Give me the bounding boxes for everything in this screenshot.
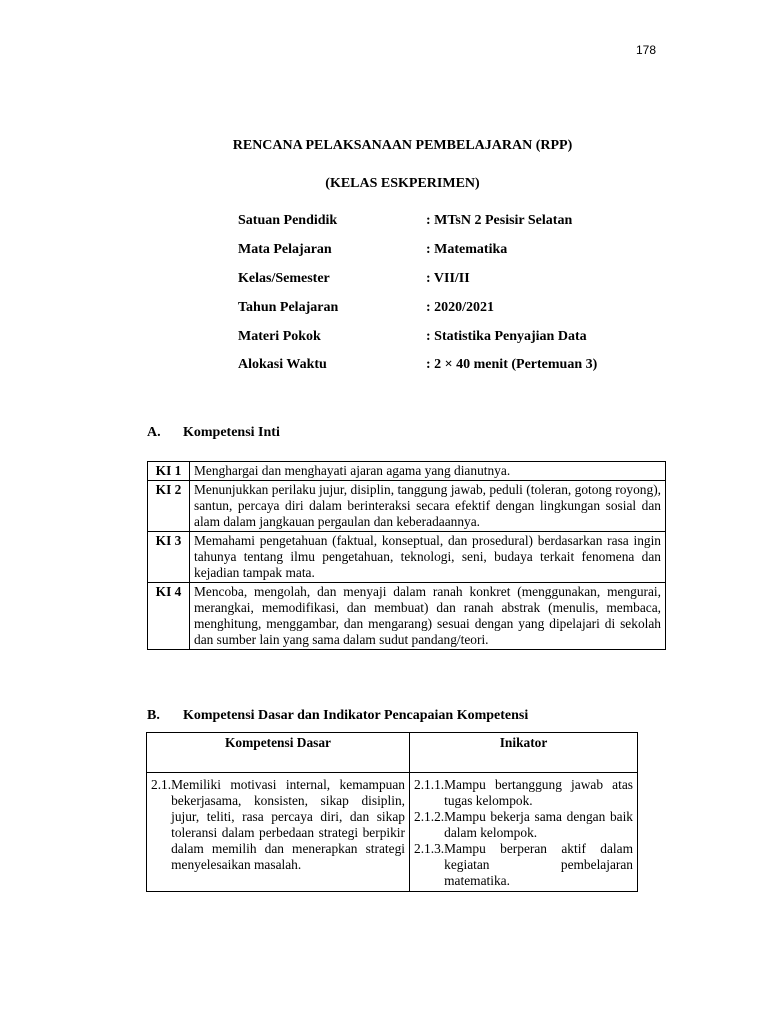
indikator-text: Mampu bekerja sama dengan baik dalam kelompok. [444, 809, 633, 840]
ki-description: Menunjukkan perilaku jujur, disiplin, tanggung jawab, peduli (toleran, gotong royong), santun, percaya diri dalam berinteraksi secara efektif dengan lingkungan sosial dan alam dalam jangkauan pergaulan dan keberadaannya. [190, 481, 666, 532]
ki-code: KI 3 [148, 532, 190, 583]
ki-code: KI 4 [148, 583, 190, 650]
ki-description: Mencoba, mengolah, dan menyaji dalam ranah konkret (menggunakan, mengurai, merangkai, memodifikasi, dan membuat) dan ranah abstrak (menulis, membaca, menghitung, menggambar, dan mengarang) sesuai dengan yang dipelajari di sekolah dan sumber lain yang sama dalam sudut pandang/teori. [190, 583, 666, 650]
ki-description: Menghargai dan menghayati ajaran agama yang dianutnya. [190, 462, 666, 481]
section-title: Kompetensi Dasar dan Indikator Pencapaian Kompetensi [183, 708, 529, 723]
table-row [147, 773, 638, 892]
info-value: : 2020/2021 [426, 300, 495, 315]
info-value: : MTsN 2 Pesisir Selatan [426, 213, 573, 228]
ki-description: Memahami pengetahuan (faktual, konseptual, dan prosedural) berdasarkan rasa ingin tahunya tentang ilmu pengetahuan, teknologi, seni, budaya terkait fenomena dan kejadian tampak mata. [190, 532, 666, 583]
info-value: : VII/II [426, 271, 470, 286]
ki-code: KI 1 [148, 462, 190, 481]
section-number: A. [147, 425, 161, 440]
kd-item [151, 777, 405, 873]
info-value: : Matematika [426, 242, 508, 257]
indikator-cell [410, 773, 638, 892]
kd-text: Memiliki motivasi internal, kemampuan bekerjasama, konsisten, sikap disiplin, jujur, teliti, rasa percaya diri, dan sikap toleransi dalam perbedaan strategi berpikir dalam memilih dan menerapkan strategi menyelesaikan masalah. [171, 777, 405, 872]
table-header-row [147, 733, 638, 773]
document-title: RENCANA PELAKSANAAN PEMBELAJARAN (RPP) [232, 138, 573, 153]
column-header-kd: Kompetensi Dasar [147, 733, 410, 773]
indikator-number: 2.1.2. [414, 809, 445, 824]
document-subtitle: (KELAS ESKPERIMEN) [325, 176, 480, 191]
info-label: Alokasi Waktu [238, 357, 327, 372]
table-row [148, 481, 666, 532]
kompetensi-dasar-table [146, 732, 638, 892]
column-header-indikator: Inikator [410, 733, 638, 773]
table-row [148, 462, 666, 481]
section-number: B. [147, 708, 160, 723]
section-title: Kompetensi Inti [183, 425, 280, 440]
indikator-number: 2.1.1. [414, 777, 445, 792]
info-label: Kelas/Semester [238, 271, 330, 286]
indikator-number: 2.1.3. [414, 841, 445, 856]
info-label: Materi Pokok [238, 329, 321, 344]
page-number: 178 [636, 43, 657, 57]
info-label: Satuan Pendidik [238, 213, 338, 228]
info-label: Tahun Pelajaran [238, 300, 339, 315]
kd-cell [147, 773, 410, 892]
indikator-text: Mampu bertanggung jawab atas tugas kelompok. [444, 777, 633, 808]
ki-code: KI 2 [148, 481, 190, 532]
table-row [148, 532, 666, 583]
info-value: : Statistika Penyajian Data [426, 329, 587, 344]
indikator-item [414, 809, 633, 841]
info-value: : 2 × 40 menit (Pertemuan 3) [426, 357, 598, 372]
kompetensi-inti-table [147, 461, 666, 650]
kd-number: 2.1. [151, 777, 172, 792]
info-label: Mata Pelajaran [238, 242, 332, 257]
indikator-text: Mampu berperan aktif dalam kegiatan pembelajaran matematika. [444, 841, 633, 888]
table-row [148, 583, 666, 650]
indikator-item [414, 777, 633, 809]
indikator-item [414, 841, 633, 889]
